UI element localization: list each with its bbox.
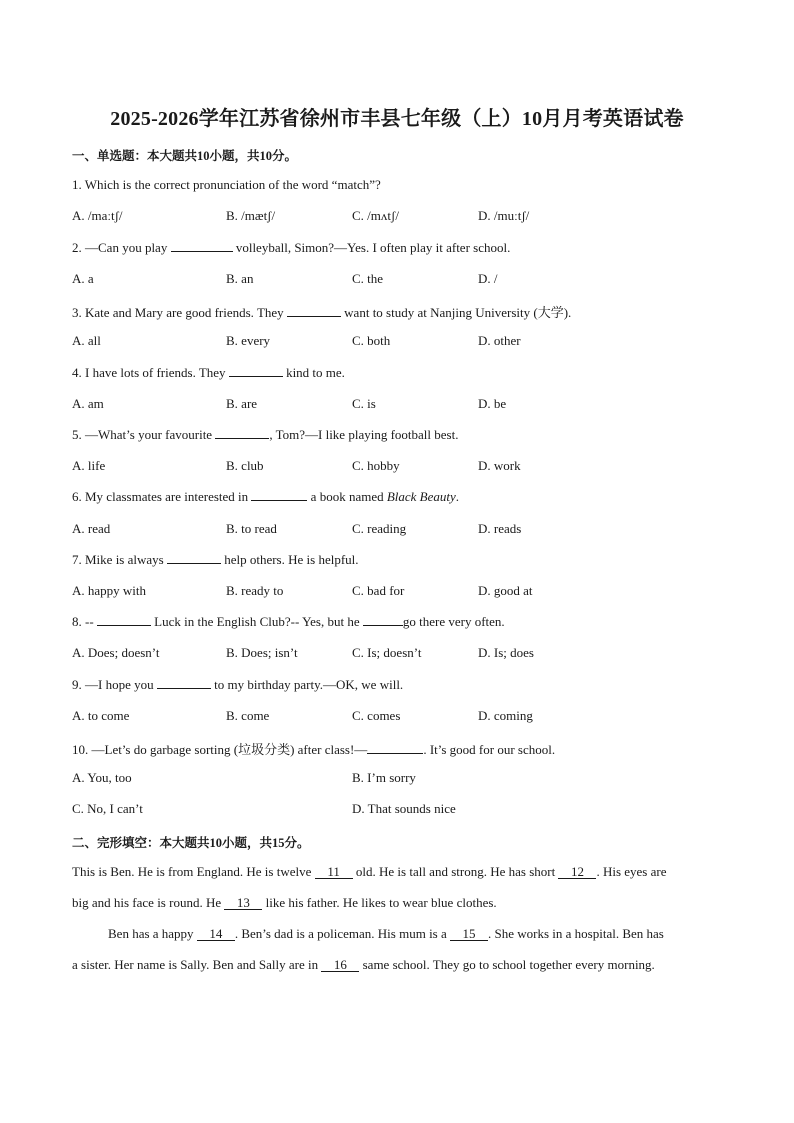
question-text: 3. Kate and Mary are good friends. They bbox=[72, 305, 284, 320]
option-3-d: D. other bbox=[478, 333, 521, 348]
option-9-a: A. to come bbox=[72, 708, 130, 723]
question-text: 2. —Can you play bbox=[72, 240, 168, 255]
option-6-c: C. reading bbox=[352, 521, 407, 536]
option-7-a: A. happy with bbox=[72, 583, 147, 598]
option-7-b: B. ready to bbox=[226, 583, 284, 598]
question-text-cont: want to study at Nanjing University (大学). bbox=[344, 305, 572, 320]
question-2 bbox=[72, 240, 510, 256]
cloze-line-3 bbox=[108, 926, 664, 942]
cloze-text: . Ben’s dad is a policeman. His mum is a bbox=[234, 926, 447, 941]
question-3 bbox=[72, 302, 571, 321]
option-10-d: D. That sounds nice bbox=[352, 801, 456, 816]
option-3-a: A. all bbox=[72, 333, 101, 348]
cloze-blank-15: 15 bbox=[450, 927, 488, 941]
cloze-text: . His eyes are bbox=[596, 864, 667, 879]
option-10-b: B. I’m sorry bbox=[352, 770, 416, 785]
option-4-a: A. am bbox=[72, 396, 104, 411]
cloze-blank-11: 11 bbox=[315, 865, 353, 879]
question-text-cont: to my birthday party.—OK, we will. bbox=[214, 677, 404, 692]
option-7-c: C. bad for bbox=[352, 583, 405, 598]
question-text-cont: . It’s good for our school. bbox=[423, 742, 556, 757]
option-4-d: D. be bbox=[478, 396, 507, 411]
cloze-text: This is Ben. He is from England. He is twelve bbox=[72, 864, 312, 879]
question-6 bbox=[72, 489, 459, 505]
question-text: 6. My classmates are interested in bbox=[72, 489, 249, 504]
cloze-blank-14: 14 bbox=[197, 927, 235, 941]
answer-blank bbox=[167, 552, 221, 564]
answer-blank bbox=[287, 305, 341, 317]
option-8-a: A. Does; doesn’t bbox=[72, 645, 160, 660]
question-text-cont: , Tom?—I like playing football best. bbox=[269, 427, 459, 442]
question-5 bbox=[72, 427, 458, 443]
cloze-text: . She works in a hospital. Ben has bbox=[488, 926, 664, 941]
question-1 bbox=[72, 177, 381, 193]
option-10-a: A. You, too bbox=[72, 770, 132, 785]
option-6-a: A. read bbox=[72, 521, 111, 536]
option-5-d: D. work bbox=[478, 458, 521, 473]
option-2-a: A. a bbox=[72, 271, 94, 286]
answer-blank bbox=[97, 614, 151, 626]
cloze-blank-16: 16 bbox=[321, 958, 359, 972]
option-8-d: D. Is; does bbox=[478, 645, 534, 660]
cloze-text: same school. They go to school together every morning. bbox=[362, 957, 655, 972]
cloze-text: big and his face is round. He bbox=[72, 895, 222, 910]
cloze-text: like his father. He likes to wear blue clothes. bbox=[265, 895, 497, 910]
question-text-end: . bbox=[455, 489, 460, 504]
option-9-d: D. coming bbox=[478, 708, 533, 723]
cloze-blank-13: 13 bbox=[224, 896, 262, 910]
question-text: 4. I have lots of friends. They bbox=[72, 365, 226, 380]
cloze-line-4 bbox=[72, 957, 655, 973]
question-text-cont: kind to me. bbox=[286, 365, 345, 380]
option-7-d: D. good at bbox=[478, 583, 533, 598]
question-text: 5. —What’s your favourite bbox=[72, 427, 213, 442]
answer-blank bbox=[367, 742, 423, 754]
question-9 bbox=[72, 677, 403, 693]
question-8 bbox=[72, 614, 505, 630]
option-5-a: A. life bbox=[72, 458, 106, 473]
question-text: 1. Which is the correct pronunciation of the word “match”? bbox=[72, 177, 381, 192]
option-1-c: C. /mʌtʃ/ bbox=[352, 208, 399, 223]
option-8-b: B. Does; isn’t bbox=[226, 645, 298, 660]
cloze-text: old. He is tall and strong. He has short bbox=[355, 864, 556, 879]
option-2-c: C. the bbox=[352, 271, 384, 286]
question-text: 10. —Let’s do garbage sorting (垃圾分类) after class!— bbox=[72, 742, 368, 757]
answer-blank bbox=[229, 365, 283, 377]
option-2-b: B. an bbox=[226, 271, 254, 286]
question-text-cont: volleyball, Simon?—Yes. I often play it after school. bbox=[235, 240, 511, 255]
question-text: 8. -- bbox=[72, 614, 94, 629]
option-10-c: C. No, I can’t bbox=[72, 801, 143, 816]
answer-blank-2 bbox=[363, 614, 403, 626]
cloze-text: a sister. Her name is Sally. Ben and Sally are in bbox=[72, 957, 319, 972]
cloze-line-2 bbox=[72, 895, 497, 911]
question-text-cont: Luck in the English Club?-- Yes, but he bbox=[154, 614, 360, 629]
option-4-b: B. are bbox=[226, 396, 258, 411]
answer-blank bbox=[251, 489, 307, 501]
question-10 bbox=[72, 739, 555, 758]
answer-blank bbox=[157, 677, 211, 689]
option-8-c: C. Is; doesn’t bbox=[352, 645, 422, 660]
option-2-d: D. / bbox=[478, 271, 498, 286]
answer-blank bbox=[215, 427, 269, 439]
option-5-b: B. club bbox=[226, 458, 264, 473]
answer-blank bbox=[171, 240, 233, 252]
option-3-c: C. both bbox=[352, 333, 391, 348]
cloze-line-1 bbox=[72, 864, 666, 880]
option-6-d: D. reads bbox=[478, 521, 522, 536]
question-text-end: go there very often. bbox=[402, 614, 505, 629]
section-heading-cloze: 二、完形填空：本大题共10小题，共15分。 bbox=[72, 836, 310, 850]
cloze-text: Ben has a happy bbox=[108, 926, 194, 941]
question-4 bbox=[72, 365, 345, 381]
option-1-d: D. /muːtʃ/ bbox=[478, 208, 530, 223]
book-title: Black Beauty bbox=[386, 489, 456, 504]
section-heading-single-choice: 一、单选题：本大题共10小题，共10分。 bbox=[72, 149, 298, 163]
option-1-b: B. /mætʃ/ bbox=[226, 208, 276, 223]
question-text-cont: a book named bbox=[310, 489, 384, 504]
option-4-c: C. is bbox=[352, 396, 376, 411]
question-7 bbox=[72, 552, 359, 568]
option-6-b: B. to read bbox=[226, 521, 277, 536]
option-5-c: C. hobby bbox=[352, 458, 400, 473]
option-1-a: A. /maːtʃ/ bbox=[72, 208, 123, 223]
option-9-b: B. come bbox=[226, 708, 270, 723]
question-text: 9. —I hope you bbox=[72, 677, 154, 692]
question-text: 7. Mike is always bbox=[72, 552, 164, 567]
cloze-blank-12: 12 bbox=[558, 865, 596, 879]
page-title: 2025-2026学年江苏省徐州市丰县七年级（上）10月月考英语试卷 bbox=[110, 108, 684, 130]
option-3-b: B. every bbox=[226, 333, 271, 348]
question-text-cont: help others. He is helpful. bbox=[224, 552, 359, 567]
option-9-c: C. comes bbox=[352, 708, 401, 723]
